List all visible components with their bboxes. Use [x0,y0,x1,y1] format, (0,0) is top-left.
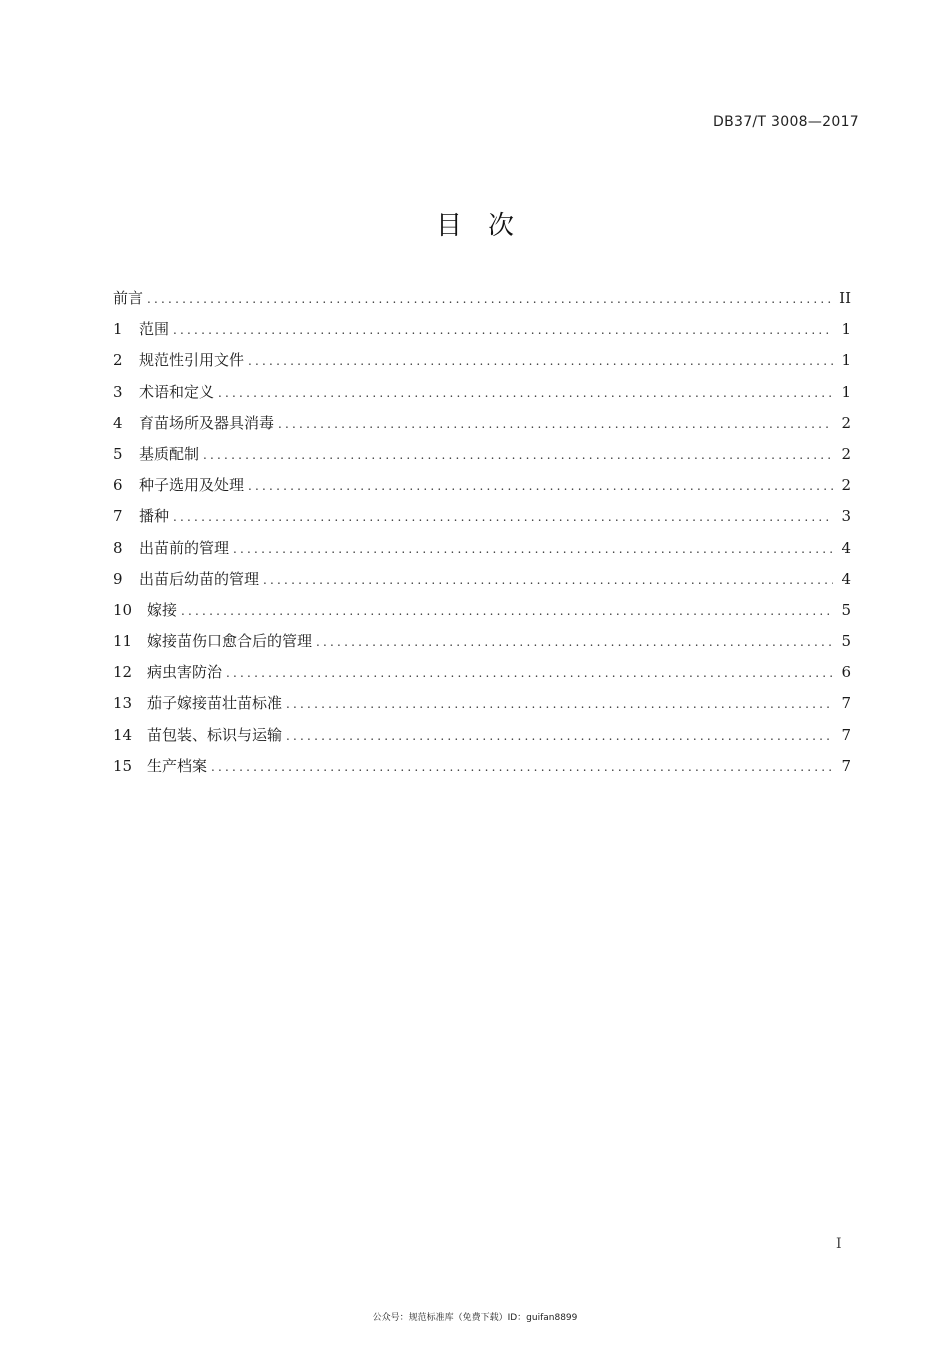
toc-leader-dots [203,442,833,468]
page-title: 目次 [435,211,540,241]
toc-leader-dots [248,348,833,374]
toc-leader-dots [147,286,831,312]
toc-entry-page: 6 [841,663,851,682]
page-number: I [836,1236,842,1252]
toc-leader-dots [173,504,833,530]
toc-entry[interactable] [113,347,851,378]
toc-entry-number: 3 [113,382,123,401]
document-code: DB37/T 3008—2017 [713,114,859,130]
toc-entry-label: 术语和定义 [139,382,215,401]
toc-entry-number: 2 [113,351,123,370]
toc-entry-number: 9 [113,569,123,588]
toc-entry-label: 种子选用及处理 [139,476,245,495]
watermark-text: 公众号：规范标准库（免费下载）ID：guifan8899 [372,1313,578,1323]
toc-entry-page: 1 [841,351,851,370]
toc-leader-dots [211,754,833,780]
toc-entry-label: 前言 [113,289,144,307]
toc-leader-dots [286,691,833,717]
toc-entry[interactable] [113,659,851,690]
toc-entry-number: 12 [113,663,133,682]
toc-entry-number: 4 [113,413,123,432]
toc-entry-label: 出苗后幼苗的管理 [139,569,260,588]
toc-entry-page: 2 [841,444,851,463]
toc-entry-label: 出苗前的管理 [139,538,230,557]
table-of-contents [113,285,851,784]
toc-leader-dots [173,317,833,343]
toc-leader-dots [286,723,833,749]
toc-entry-page: 7 [841,725,851,744]
toc-entry-number: 1 [113,320,123,339]
toc-entry-label: 苗包装、标识与运输 [147,725,283,744]
toc-entry[interactable] [113,566,851,597]
toc-entry[interactable] [113,597,851,628]
toc-entry-page: 3 [841,507,851,526]
toc-entry[interactable] [113,690,851,721]
toc-entry-page: 1 [841,382,851,401]
toc-entry-label: 播种 [139,507,170,526]
toc-entry-number: 15 [113,756,133,775]
toc-leader-dots [263,567,833,593]
toc-entry[interactable] [113,316,851,347]
toc-entry-number: 11 [113,632,133,651]
toc-entry-page: 2 [841,413,851,432]
toc-entry-preface[interactable] [113,285,851,316]
toc-entry-number: 13 [113,694,133,713]
toc-entry[interactable] [113,379,851,410]
toc-leader-dots [181,598,833,624]
toc-entry-page: 4 [841,538,851,557]
toc-entry[interactable] [113,410,851,441]
toc-entry[interactable] [113,441,851,472]
toc-leader-dots [248,473,833,499]
toc-entry-page: 7 [841,756,851,775]
toc-entry-label: 嫁接 [147,600,178,619]
toc-leader-dots [218,380,833,406]
toc-entry[interactable] [113,472,851,503]
toc-entry-number: 7 [113,507,123,526]
toc-entry-page: 5 [841,632,851,651]
toc-entry-number: 5 [113,444,123,463]
toc-entry-page: 5 [841,600,851,619]
toc-leader-dots [233,536,833,562]
toc-entry-label: 嫁接苗伤口愈合后的管理 [147,632,313,651]
toc-entry-label: 育苗场所及器具消毒 [139,413,275,432]
toc-entry-label: 茄子嫁接苗壮苗标准 [147,694,283,713]
toc-leader-dots [226,660,833,686]
toc-entry-page: 7 [841,694,851,713]
toc-entry[interactable] [113,535,851,566]
toc-entry-label: 生产档案 [147,756,208,775]
toc-leader-dots [316,629,833,655]
toc-entry-number: 14 [113,725,133,744]
toc-entry-number: 8 [113,538,123,557]
toc-entry-page: 1 [841,320,851,339]
toc-leader-dots [278,411,833,437]
toc-entry-number: 6 [113,476,123,495]
toc-entry-label: 规范性引用文件 [139,351,245,370]
toc-entry-number: 10 [113,600,133,619]
toc-entry[interactable] [113,753,851,784]
toc-entry[interactable] [113,722,851,753]
toc-entry-page: 2 [841,476,851,495]
toc-entry-label: 基质配制 [139,444,200,463]
toc-entry-label: 病虫害防治 [147,663,223,682]
toc-entry-page: II [839,289,851,307]
toc-entry-label: 范围 [139,320,170,339]
toc-entry[interactable] [113,628,851,659]
toc-entry[interactable] [113,503,851,534]
toc-entry-page: 4 [841,569,851,588]
